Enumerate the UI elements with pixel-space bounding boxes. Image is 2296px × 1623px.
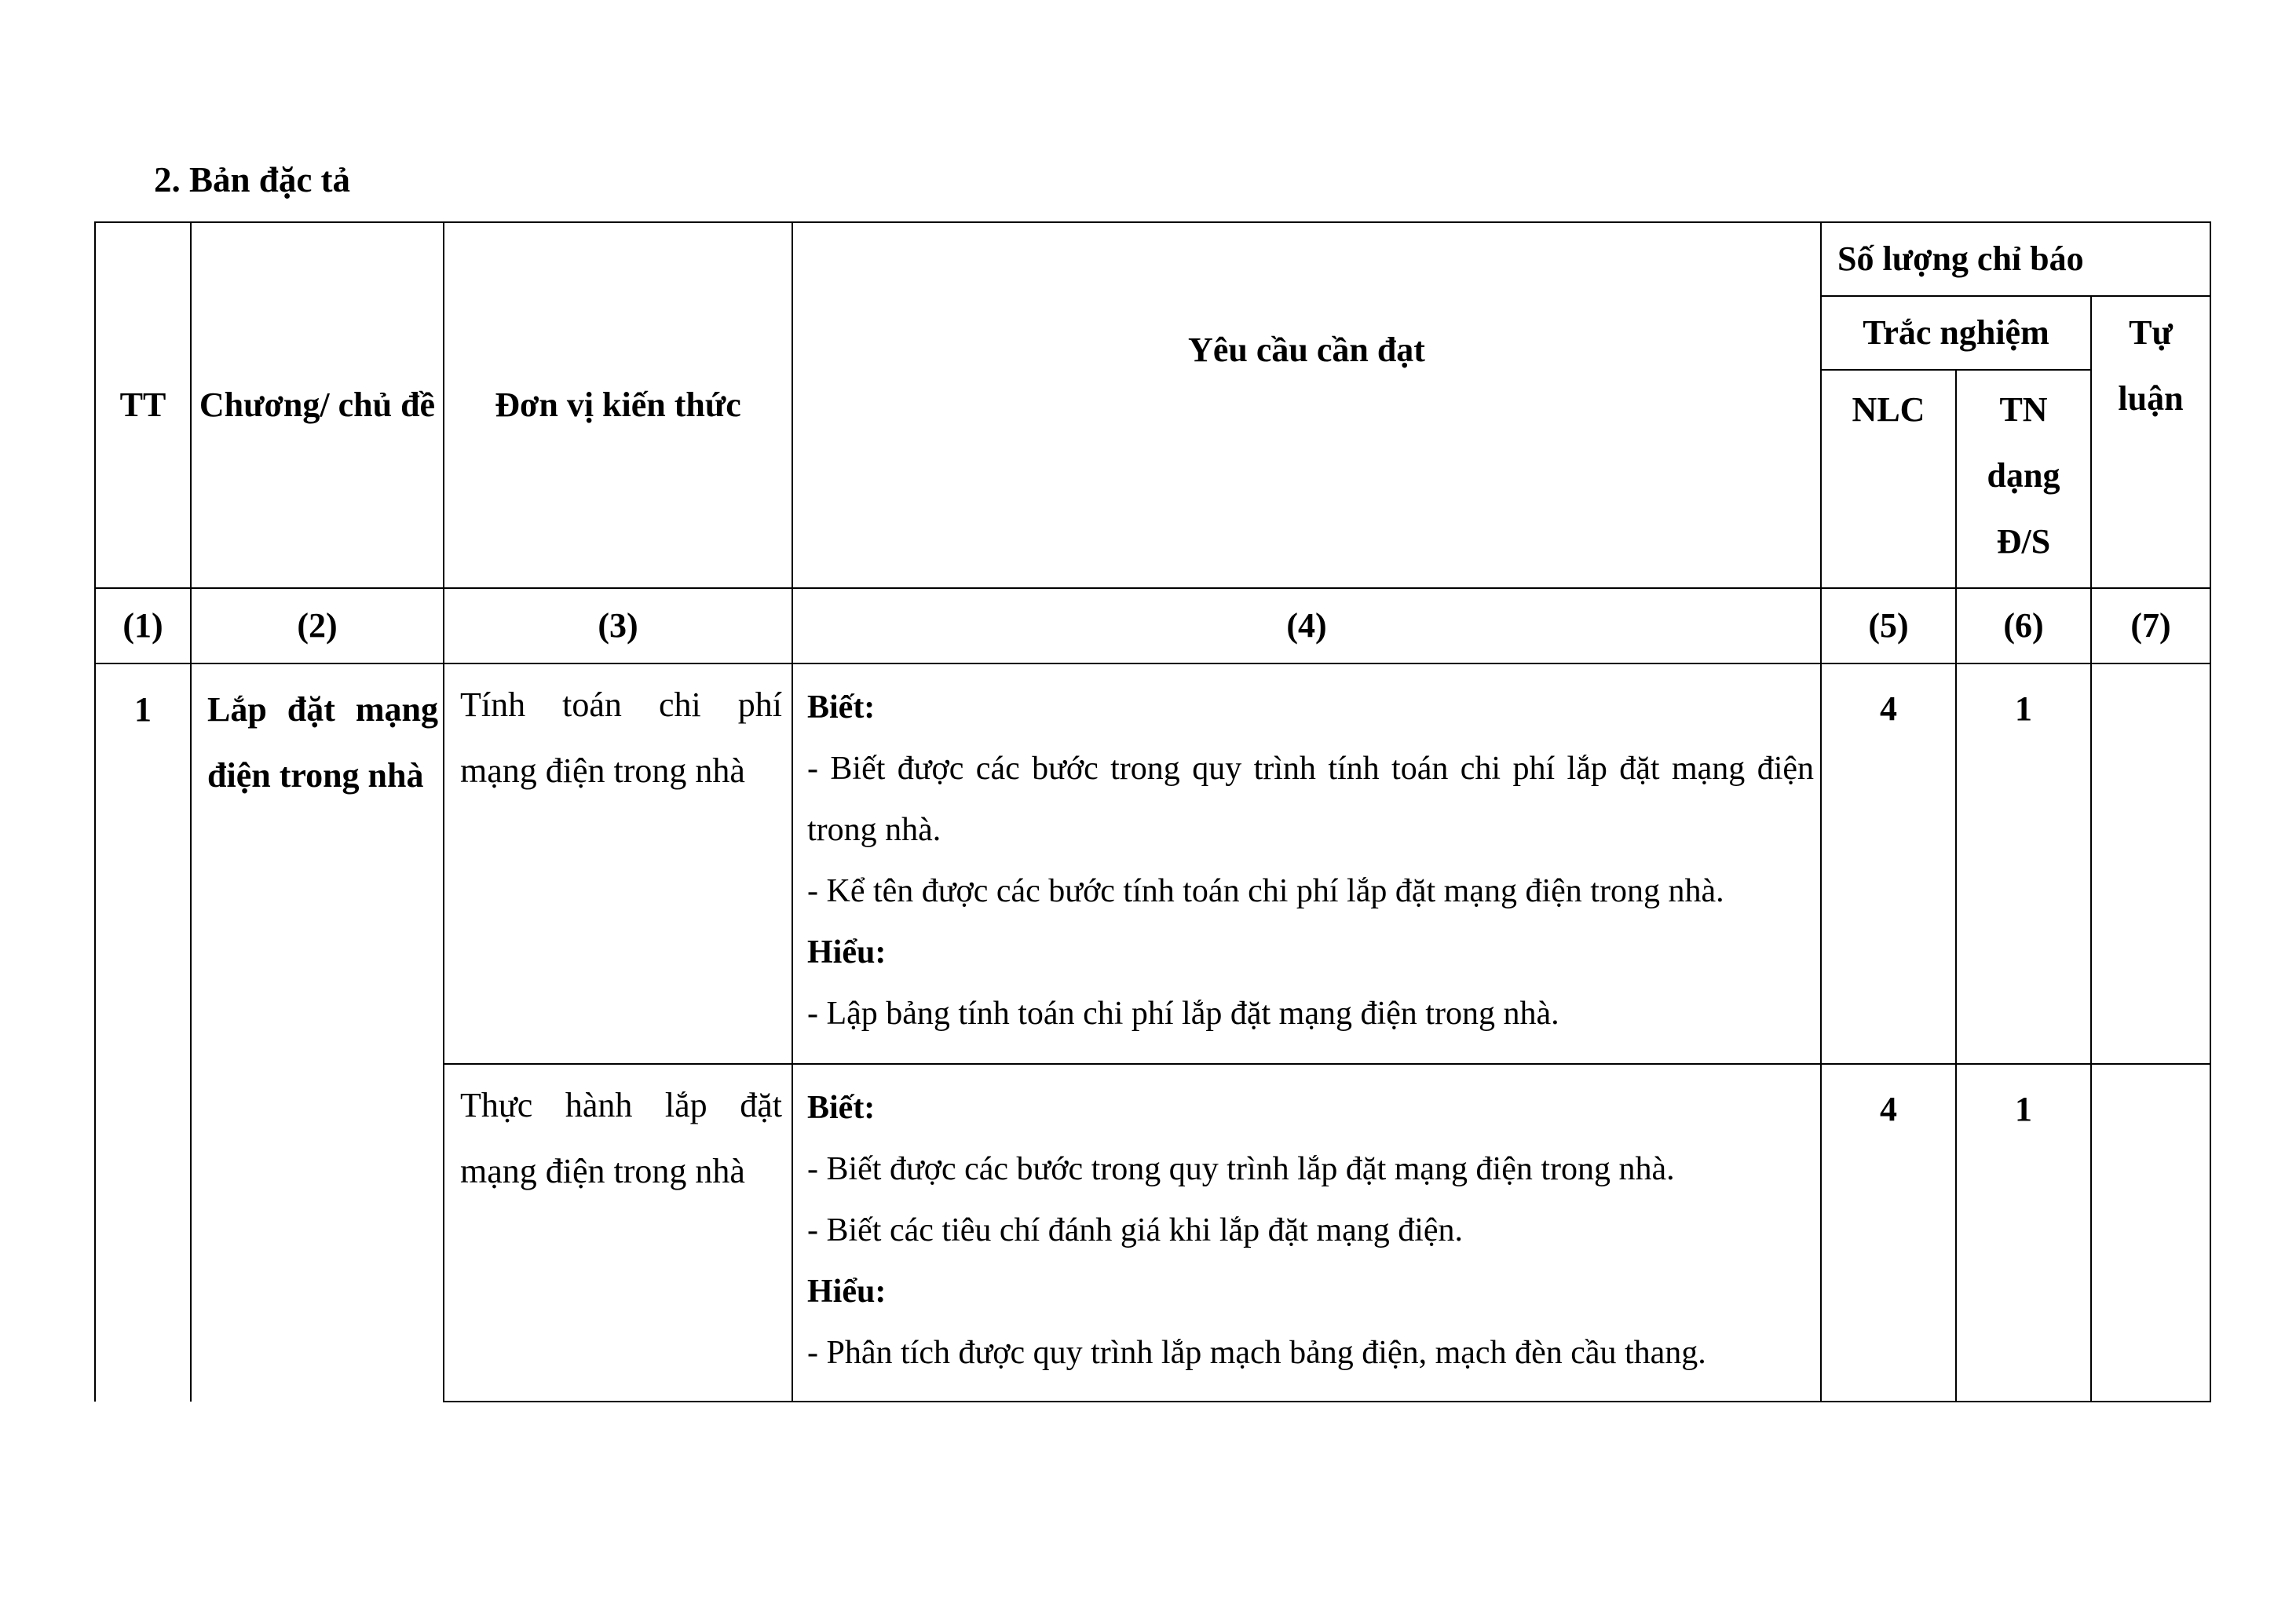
header-multiple-choice: Trắc nghiệm: [1821, 296, 2091, 370]
understand-item: - Lập bảng tính toán chi phí lắp đặt mạng điện trong nhà.: [807, 996, 1559, 1032]
know-label: Biết:: [807, 689, 876, 726]
know-item: - Biết được các bước trong quy trình tính toán chi phí lắp đặt mạng điện trong nhà.: [807, 751, 1814, 848]
row-essay-1: [2091, 663, 2210, 1064]
know-label: Biết:: [807, 1090, 876, 1126]
know-item: - Biết các tiêu chí đánh giá khi lắp đặt mạng điện.: [807, 1212, 1464, 1248]
row-tn-ds-1: 1: [1956, 663, 2091, 1064]
header-topic: Chương/ chủ đề: [191, 222, 444, 588]
header-tt: TT: [95, 222, 191, 588]
know-item: - Biết được các bước trong quy trình lắp đặt mạng điện trong nhà.: [807, 1151, 1675, 1187]
header-unit: Đơn vị kiến thức: [444, 222, 792, 588]
header-tn-ds: TN dạng Đ/S: [1956, 370, 2091, 588]
row-unit-2: Thực hành lắp đặt mạng điện trong nhà: [444, 1064, 792, 1402]
header-essay: Tự luận: [2091, 296, 2210, 588]
row-nlc-2: 4: [1821, 1064, 1956, 1402]
table-row: [95, 663, 2210, 1064]
column-number-5: (5): [1821, 588, 1956, 663]
row-tt: 1: [95, 663, 191, 1402]
column-number-1: (1): [95, 588, 191, 663]
column-number-2: (2): [191, 588, 444, 663]
header-nlc: NLC: [1821, 370, 1956, 588]
row-requirement-1: [792, 663, 1821, 1064]
column-number-7: (7): [2091, 588, 2210, 663]
column-number-3: (3): [444, 588, 792, 663]
row-tn-ds-2: 1: [1956, 1064, 2091, 1402]
column-number-4: (4): [792, 588, 1821, 663]
understand-label: Hiểu:: [807, 934, 887, 971]
header-requirement: Yêu cầu cần đạt: [792, 222, 1821, 588]
understand-label: Hiểu:: [807, 1274, 887, 1310]
know-item: - Kể tên được các bước tính toán chi phí lắp đặt mạng điện trong nhà.: [807, 873, 1724, 909]
understand-item: - Phân tích được quy trình lắp mạch bảng điện, mạch đèn cầu thang.: [807, 1335, 1706, 1371]
column-number-6: (6): [1956, 588, 2091, 663]
row-requirement-2: [792, 1064, 1821, 1402]
row-nlc-1: 4: [1821, 663, 1956, 1064]
specification-table: [94, 221, 2211, 1402]
section-heading: 2. Bản đặc tả: [154, 160, 351, 199]
row-essay-2: [2091, 1064, 2210, 1402]
row-unit-1: Tính toán chi phí mạng điện trong nhà: [444, 663, 792, 1064]
header-indicator-count: Số lượng chỉ báo: [1821, 222, 2210, 296]
row-topic: Lắp đặt mạng điện trong nhà: [191, 663, 444, 1402]
